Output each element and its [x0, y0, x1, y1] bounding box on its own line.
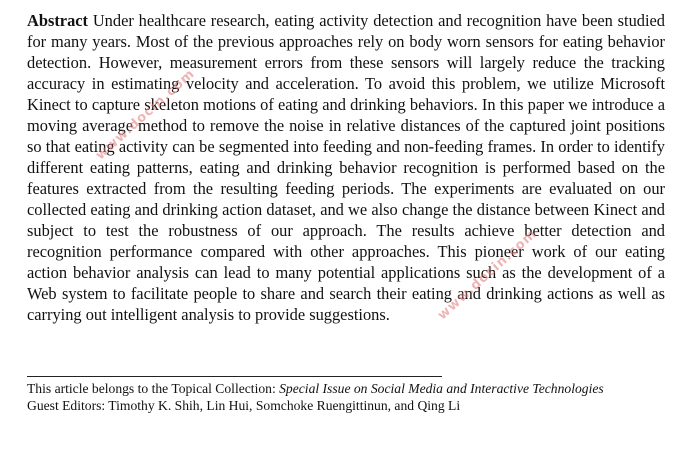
abstract-text: Under healthcare research, eating activity detection and recognition have been studied for many years. Most of the previous approaches rely on body worn sensors for eating behavior detection. However, measurement errors from these sensors will largely reduce the tracking accuracy in estimating velocity and acceleration. To avoid this problem, we utilize Microsoft Kinect to capture skeleton motions of eating and drinking behaviors. In this paper we introduce a moving average method to remove the noise in relative distances of the captured joint positions so that eating activity can be segmented into feeding and non-feeding frames. In order to identify different eating patterns, eating and drinking behavior recognition is performed based on the features extracted from the resulting feeding periods. The experiments are evaluated on our collected eating and drinking action dataset, and we also change the distance between Kinect and subject to test the robustness of our approach. The results achieve better detection and recognition performance compared with other approaches. This pioneer work of our eating action behavior analysis can lead to many potential applications such as the development of a Web system to facilitate people to share and search their eating and drinking actions as well as carrying out intelligent analysis to provide suggestions.	[27, 11, 665, 324]
guest-editors-note: Guest Editors: Timothy K. Shih, Lin Hui, Somchoke Ruengittinun, and Qing Li	[27, 397, 461, 413]
watermark: www.docin.com	[92, 66, 199, 164]
watermark: www.docin.com	[434, 226, 541, 324]
abstract-paragraph	[27, 10, 665, 325]
footnote	[27, 381, 627, 414]
footnote-divider	[27, 376, 442, 377]
abstract-label: Abstract	[27, 11, 88, 30]
abstract-section	[27, 10, 665, 325]
collection-prefix: This article belongs to the Topical Collection:	[27, 381, 280, 396]
topical-collection-note	[27, 381, 627, 398]
collection-name: Special Issue on Social Media and Interactive Technologies	[279, 381, 604, 396]
